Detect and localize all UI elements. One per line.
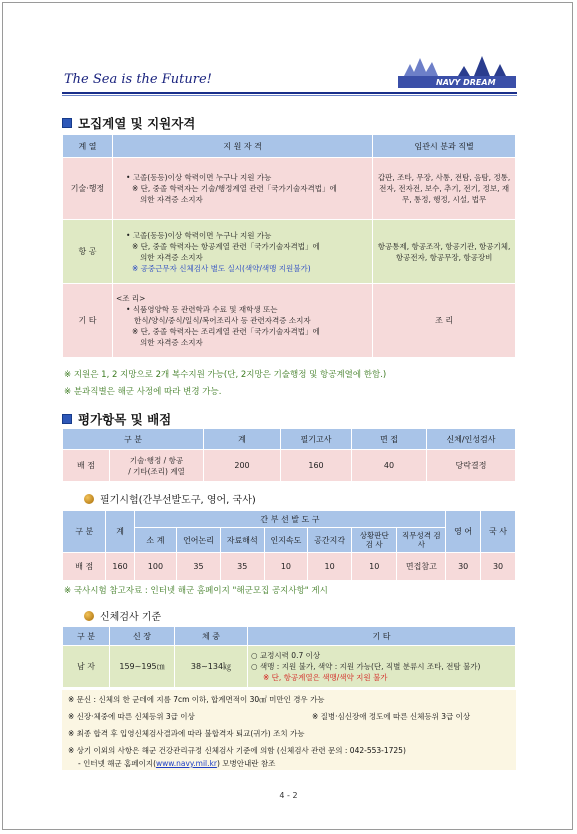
- table-row: [63, 646, 516, 688]
- th-weight: 체 중: [175, 627, 248, 646]
- aviation-line: ※ 단, 항공계열은 색맹/색약 지원 불가: [263, 673, 388, 682]
- round-bullet-icon: [84, 494, 94, 504]
- th-situation: 상황판단 검 사: [351, 528, 396, 553]
- th-spatial: 공간지각: [308, 528, 352, 553]
- branch-cell: 항공통제, 항공조작, 항공기관, 항공기체, 항공전자, 항공무장, 항공장비: [373, 220, 516, 284]
- page-number: 4 - 2: [279, 791, 298, 800]
- table-row: [63, 450, 516, 482]
- value-cell: 35: [220, 553, 264, 581]
- height-cell: 159~195㎝: [110, 646, 175, 688]
- value-cell: 30: [446, 553, 481, 581]
- category-cell: 기 타: [63, 284, 113, 358]
- interview-cell: 40: [352, 450, 427, 482]
- value-cell: 100: [134, 553, 176, 581]
- motto-text: The Sea is the Future!: [64, 72, 212, 87]
- vision-line: ○ 교정시력 0.7 이상: [251, 651, 321, 660]
- qual-line: ※ 단, 중졸 학력자는 항공계열 관련「국가기술자격법」에: [131, 241, 320, 251]
- subsection-physical: [84, 608, 161, 623]
- subsection-written-title: 필기시험(간부선발도구, 영어, 국사): [100, 495, 256, 506]
- total-cell: 200: [204, 450, 281, 482]
- note-final: ※ 최종 합격 후 입영신체검사결과에 따라 불합격자 퇴교(귀가) 조치 가능: [68, 729, 305, 738]
- th-gubun: 구 분: [63, 429, 204, 450]
- category-cell: 항 공: [63, 220, 113, 284]
- value-cell: 35: [177, 553, 221, 581]
- note-homepage: [78, 758, 275, 769]
- qual-line: 의한 자격증 소지자: [139, 338, 203, 347]
- qual-line: • 식품영양학 등 관련학과 수료 및 재학생 또는: [125, 305, 278, 314]
- qual-line: 의한 자격증 소지자: [139, 195, 203, 204]
- weight-cell: 38~134㎏: [175, 646, 248, 688]
- qualification-cell: [112, 158, 372, 220]
- th-data: 자료해석: [220, 528, 264, 553]
- th-aptitude: 직무성격 검 사: [397, 528, 446, 553]
- qual-line-highlight: ※ 공중근무자 신체검사 별도 실시(색약/색맹 지원불가): [131, 263, 311, 273]
- note-branch-change: ※ 분과직별은 해군 사정에 따라 변경 가능.: [64, 387, 222, 397]
- th-subtotal: 소 계: [134, 528, 176, 553]
- other-cell: [248, 646, 516, 688]
- th-english: 영 어: [446, 511, 481, 553]
- branch-cell: 조 리: [373, 284, 516, 358]
- th-height: 신 장: [110, 627, 175, 646]
- note-tattoo: ※ 문신 : 신체의 한 군데에 지름 7cm 이하, 합계면적이 30㎠ 미만인 경우 가능: [68, 695, 325, 704]
- qualification-table: [62, 134, 516, 358]
- qual-line: 한식/양식/중식/일식/복어조리사 등 관련자격증 소지자: [133, 316, 311, 325]
- note-regulation: ※ 상기 이외의 사항은 해군 건강관리규정 신체검사 기준에 의함 (신체검사 관련 문의 : 042-553-1725): [68, 746, 406, 755]
- th-gubun: 구 분: [63, 511, 106, 553]
- value-cell: 10: [308, 553, 352, 581]
- value-cell: 면접참고: [397, 553, 446, 581]
- subsection-written: [84, 491, 256, 506]
- homepage-suffix: ) 모병안내란 참조: [216, 759, 276, 768]
- th-officer-tool: 간 부 선 발 도 구: [134, 511, 446, 528]
- svg-text:NAVY DREAM: NAVY DREAM: [436, 78, 496, 87]
- th-verbal: 언어논리: [177, 528, 221, 553]
- row-label: 남 자: [63, 646, 110, 688]
- header-rule-thin: [62, 95, 517, 96]
- row-label: 배 점: [63, 553, 106, 581]
- th-written: 필기고사: [281, 429, 352, 450]
- th-gubun: 구 분: [63, 627, 110, 646]
- qualification-cell: [112, 220, 372, 284]
- round-bullet-icon: [84, 611, 94, 621]
- section1-heading: [62, 114, 195, 132]
- th-physical: 신체/인성검사: [427, 429, 516, 450]
- th-total: 계: [204, 429, 281, 450]
- table-row: [63, 553, 516, 581]
- table-row: [63, 158, 516, 220]
- th-branch: 임관시 분과 직별: [373, 135, 516, 158]
- note-history-reference: ※ 국사시험 참고자료 : 인터넷 해군 홈페이지 "해군모집 공지사항" 게시: [64, 586, 328, 596]
- series-cell: 기술·행정 / 항공 / 기타(조리) 계열: [110, 450, 204, 482]
- qual-line: ※ 단, 중졸 학력자는 조리계열 관련「국가기술자격법」에: [131, 327, 320, 336]
- row-label: 배 점: [63, 450, 110, 482]
- th-speed: 인지속도: [264, 528, 308, 553]
- square-bullet-icon: [62, 118, 72, 128]
- qual-line: • 고졸(동등)이상 학력이면 누구나 지원 가능: [125, 173, 272, 182]
- section2-heading: [62, 410, 171, 428]
- qualification-cell: [112, 284, 372, 358]
- table-row: [63, 220, 516, 284]
- th-qualification: 지 원 자 격: [112, 135, 372, 158]
- physical-table: [62, 626, 516, 688]
- header-rule: [62, 92, 517, 94]
- written-exam-table: [62, 510, 516, 581]
- qual-line: <조 리>: [115, 294, 146, 303]
- score-table: [62, 428, 516, 482]
- section1-title: 모집계열 및 지원자격: [78, 116, 196, 131]
- th-other: 기 타: [248, 627, 516, 646]
- physical-cell: 당락결정: [427, 450, 516, 482]
- navy-dream-logo: [398, 52, 516, 94]
- th-interview: 면 접: [352, 429, 427, 450]
- written-cell: 160: [281, 450, 352, 482]
- qual-line: ※ 단, 중졸 학력자는 기술/행정계열 관련「국가기술자격법」에: [131, 184, 337, 193]
- value-cell: 160: [106, 553, 134, 581]
- subsection-physical-title: 신체검사 기준: [100, 612, 162, 623]
- note-height-weight: ※ 신장·체중에 따른 신체등위 3급 이상: [68, 712, 195, 721]
- qual-line: • 고졸(동등)이상 학력이면 누구나 지원 가능: [125, 230, 272, 240]
- table-row: [63, 284, 516, 358]
- homepage-prefix: - 인터넷 해군 홈페이지(: [78, 759, 156, 768]
- note-multiple-application: ※ 지원은 1, 2 지망으로 2개 복수지원 가능(단, 2지망은 기술행정 및 항공계열에 한함.): [64, 370, 387, 380]
- square-bullet-icon: [62, 414, 72, 424]
- th-history: 국 사: [481, 511, 516, 553]
- color-line: ○ 색맹 : 지원 불가, 색약 : 지원 가능(단, 직별 분류시 조타, 전탐 불가): [251, 662, 481, 671]
- th-total: 계: [106, 511, 134, 553]
- value-cell: 10: [351, 553, 396, 581]
- navy-homepage-link[interactable]: www.navy.mil.kr: [156, 759, 217, 768]
- category-cell: 기술·행정: [63, 158, 113, 220]
- qual-line: 의한 자격증 소지자: [139, 252, 203, 262]
- note-disease: ※ 질병·심신장애 정도에 따른 신체등위 3급 이상: [312, 712, 471, 721]
- section2-title: 평가항목 및 배점: [78, 412, 172, 427]
- value-cell: 30: [481, 553, 516, 581]
- value-cell: 10: [264, 553, 308, 581]
- branch-cell: 갑판, 조타, 무장, 사통, 전탐, 음탐, 정통, 전자, 전자전, 보수, 추기, 전기, 정보, 재무, 통정, 행정, 시설, 법무: [373, 158, 516, 220]
- th-category: 계 열: [63, 135, 113, 158]
